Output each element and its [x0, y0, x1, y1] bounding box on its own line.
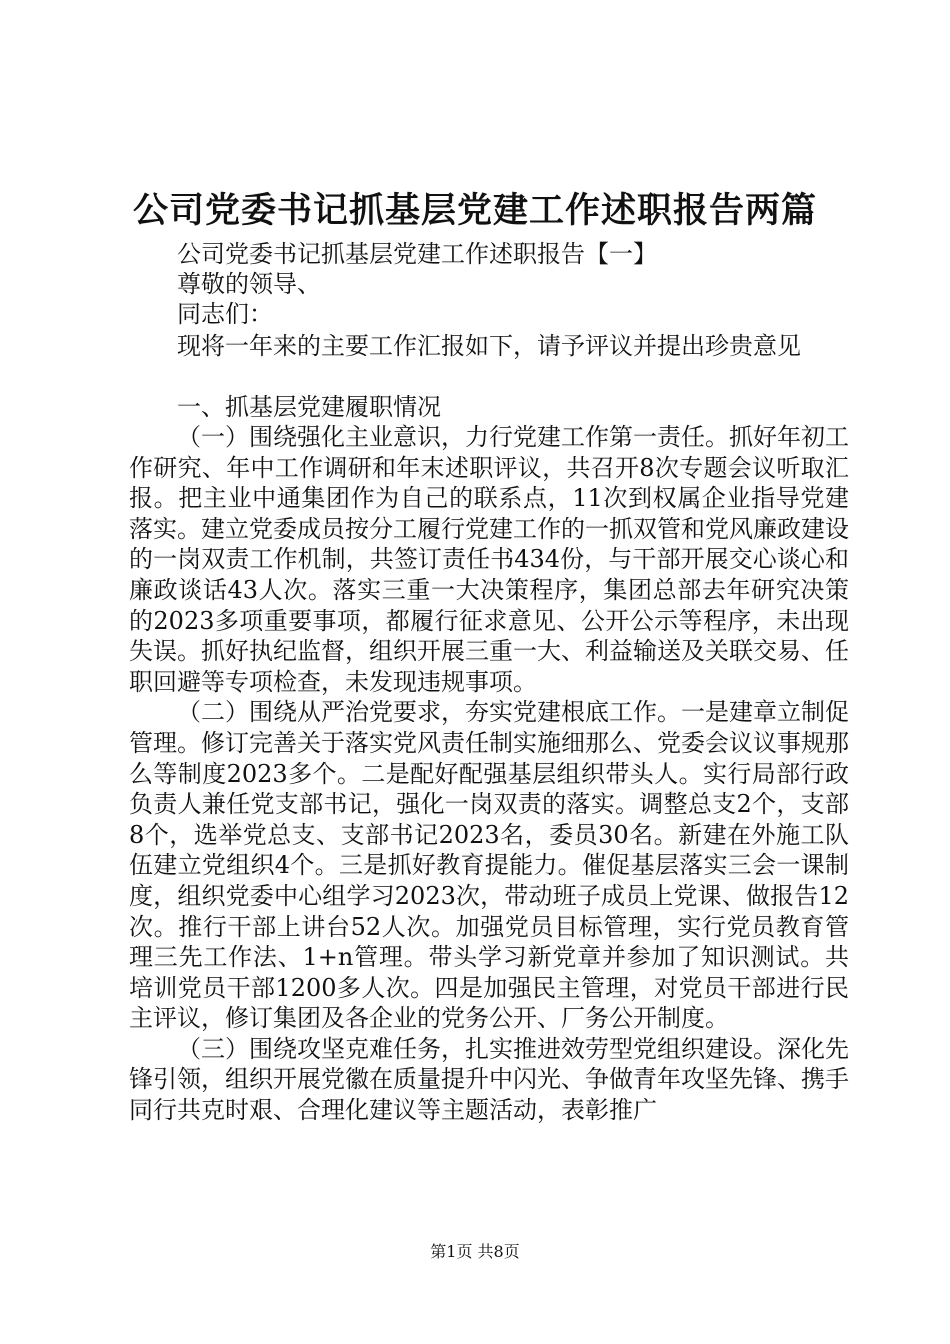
paragraph-3: （三）围绕攻坚克难任务，扎实推进效劳型党组织建设。深化先锋引领，组织开展党徽在质量提升中闪光、争做青年攻坚先锋、携手同行共克时艰、合理化建议等主题活动，表彰推广: [129, 1034, 849, 1125]
salutation-line-2: 同志们：: [177, 300, 273, 328]
paragraph-1: （一）围绕强化主业意识，力行党建工作第一责任。抓好年初工作研究、年中工作调研和年末述职评议，共召开8次专题会议听取汇报。把主业中通集团作为自己的联系点，11次到权属企业指导党建落实。建立党委成员按分工履行党建工作的一抓双管和党风廉政建设的一岗双责工作机制，共签订责任书434份，与干部开展交心谈心和廉政谈话43人次。落实三重一大决策程序，集团总部去年研究决策的2023多项重要事项，都履行征求意见、公开公示等程序，未出现失误。抓好执纪监督，组织开展三重一大、利益输送及关联交易、任职回避等专项检查，未发现违规事项。: [129, 423, 849, 696]
document-title: 公司党委书记抓基层党建工作述职报告两篇: [132, 190, 817, 231]
section-heading: 一、抓基层党建履职情况: [177, 393, 441, 421]
salutation-line-1: 尊敬的领导、: [177, 270, 321, 298]
opening-sentence: 现将一年来的主要工作汇报如下，请予评议并提出珍贵意见: [177, 332, 801, 360]
report-body: [129, 422, 849, 1126]
paragraph-2: （二）围绕从严治党要求，夯实党建根底工作。一是建章立制促管理。修订完善关于落实党风责任制实施细那么、党委会议议事规那么等制度2023多个。二是配好配强基层组织带头人。实行局部行政负责人兼任党支部书记，强化一岗双责的落实。调整总支2个，支部8个，选举党总支、支部书记2023名，委员30名。新建在外施工队伍建立党组织4个。三是抓好教育提能力。催促基层落实三会一课制度，组织党委中心组学习2023次，带动班子成员上党课、做报告12次。推行干部上讲台52人次。加强党员目标管理，实行党员教育管理三先工作法、1+n管理。带头学习新党章并参加了知识测试。共培训党员干部1200多人次。四是加强民主管理，对党员干部进行民主评议，修订集团及各企业的党务公开、厂务公开制度。: [129, 698, 849, 1033]
page-number: 第1页 共8页: [430, 1242, 520, 1261]
document-subtitle: 公司党委书记抓基层党建工作述职报告【一】: [177, 240, 657, 268]
